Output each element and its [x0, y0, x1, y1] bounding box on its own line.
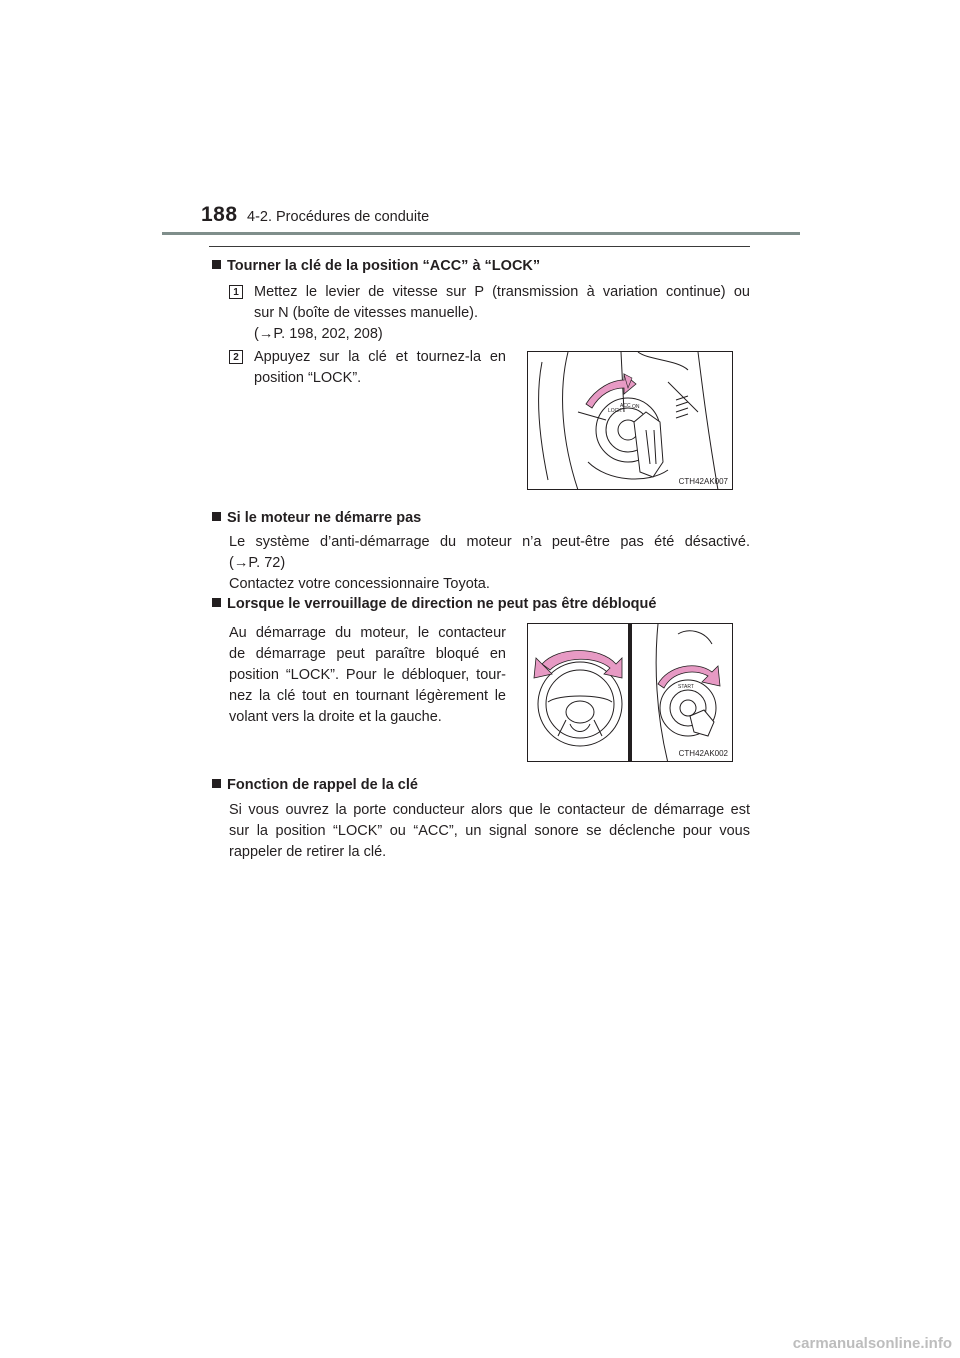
section-title: 4-2. Procédures de conduite	[247, 209, 430, 225]
heading-text: Si le moteur ne démarre pas	[227, 510, 422, 526]
figure-steering-wheel	[527, 623, 733, 762]
text-line: Contactez votre concessionnaire Toyota.	[229, 576, 490, 592]
bullet-square-icon	[212, 260, 221, 269]
heading-text: Fonction de rappel de la clé	[227, 777, 418, 793]
heading-text: Lorsque le verrouillage de direction ne peut pas être débloqué	[227, 596, 657, 612]
text-line: Si vous ouvrez la porte conducteur alors que le contacteur de démarrage est	[229, 802, 750, 818]
text-line: position “LOCK”.	[254, 370, 362, 386]
text-line: volant vers la droite et la gauche.	[229, 709, 442, 725]
text-line: rappeler de retirer la clé.	[229, 844, 387, 860]
bullet-square-icon	[212, 779, 221, 788]
engine-not-starting-text	[229, 532, 750, 595]
section-heading-engine-not-starting	[212, 510, 421, 526]
heading-text: Tourner la clé de la position “ACC” à “LOCK”	[227, 258, 541, 274]
step-2-text	[254, 347, 506, 389]
step-number-1: 1	[229, 285, 243, 299]
text-line: Mettez le levier de vitesse sur P (transmission à variation continue) ou	[254, 284, 750, 300]
text-line: sur N (boîte de vitesses manuelle).	[254, 305, 479, 321]
watermark: carmanualsonline.info	[792, 1335, 952, 1352]
figure-ignition-key	[527, 351, 733, 490]
key-reminder-text	[229, 800, 750, 863]
figure-code: CTH42AK007	[678, 477, 728, 486]
steering-wheel-illustration	[528, 624, 733, 762]
section-heading-key-reminder	[212, 777, 418, 793]
text-line: (→P. 72)	[229, 555, 286, 571]
header-rule	[162, 232, 800, 235]
text-line: Appuyez sur la clé et tournez-la en	[254, 349, 506, 365]
section-heading-acc-lock	[212, 258, 540, 274]
ignition-label-acc: ACC	[620, 403, 631, 409]
figure-code: CTH42AK002	[678, 749, 728, 758]
section-heading-steering-lock	[212, 596, 656, 612]
steering-lock-text	[229, 623, 506, 728]
text-line: Au démarrage du moteur, le contacteur	[229, 625, 506, 641]
bullet-square-icon	[212, 512, 221, 521]
ignition-label-on: ON	[632, 404, 640, 410]
ignition-key-illustration	[528, 352, 733, 490]
ignition-label-lock: LOCK	[608, 408, 622, 414]
step-1-text	[254, 282, 750, 345]
text-line: de démarrage peut paraître bloqué en	[229, 646, 506, 662]
page-number: 188	[201, 203, 238, 226]
text-line: sur la position “LOCK” ou “ACC”, un signal sonore se déclenche pour vous	[229, 823, 750, 839]
step-number-2: 2	[229, 350, 243, 364]
text-line: (→P. 198, 202, 208)	[254, 326, 383, 342]
text-line: Le système d’anti-démarrage du moteur n’a peut-être pas été désactivé.	[229, 534, 750, 550]
text-line: nez la clé tout en tournant légèrement le	[229, 688, 506, 704]
ignition-label-start: START	[678, 684, 694, 690]
section-rule	[209, 246, 750, 247]
bullet-square-icon	[212, 598, 221, 607]
text-line: position “LOCK”. Pour le débloquer, tour-	[229, 667, 506, 683]
